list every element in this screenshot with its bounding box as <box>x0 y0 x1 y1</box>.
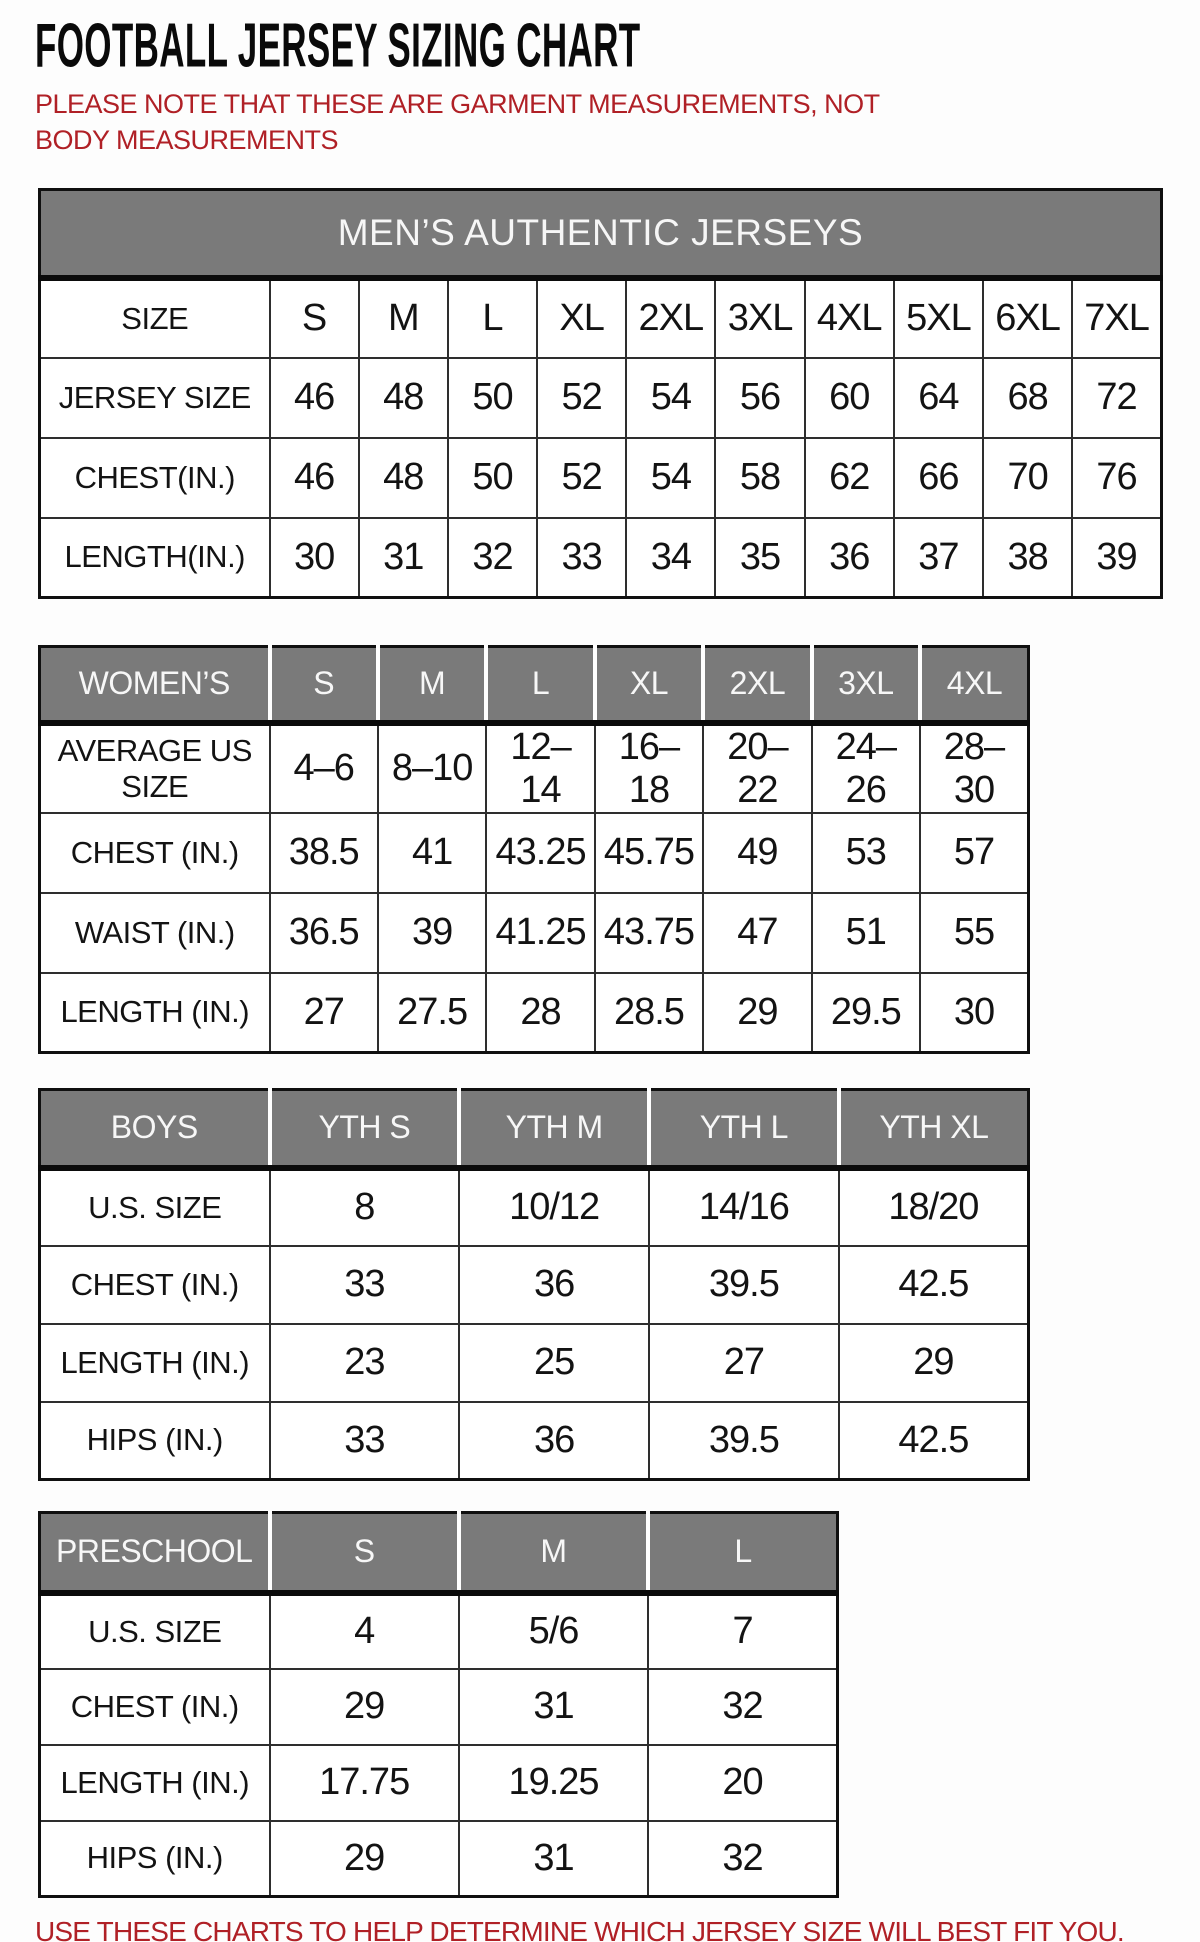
preschool-header-label: PRESCHOOL <box>40 1513 270 1593</box>
table-row <box>40 358 1162 438</box>
table-row <box>40 1745 838 1821</box>
value-cell: 45.75 <box>595 813 703 893</box>
value-cell: 29 <box>270 1821 459 1897</box>
footer-note: USE THESE CHARTS TO HELP DETERMINE WHICH JERSEY SIZE WILL BEST FIT YOU. <box>35 1916 1124 1942</box>
value-cell: 29 <box>839 1324 1029 1402</box>
column-header: 4XL <box>805 278 894 358</box>
value-cell: 41.25 <box>486 893 594 973</box>
value-cell: 18/20 <box>839 1168 1029 1246</box>
value-cell: 4 <box>270 1593 459 1669</box>
row-label: LENGTH (IN.) <box>40 1324 270 1402</box>
column-header: XL <box>595 647 703 723</box>
value-cell: 16–18 <box>595 723 703 813</box>
value-cell: 76 <box>1072 438 1161 518</box>
value-cell: 50 <box>448 358 537 438</box>
table-row <box>40 1168 1029 1246</box>
value-cell: 28.5 <box>595 973 703 1053</box>
mens-sizing-table <box>38 188 1163 599</box>
value-cell: 64 <box>894 358 983 438</box>
value-cell: 29 <box>703 973 811 1053</box>
sizing-tables-container <box>0 188 1200 1898</box>
column-header: 7XL <box>1072 278 1161 358</box>
column-header: S <box>270 647 378 723</box>
row-label: LENGTH(IN.) <box>40 518 270 598</box>
value-cell: 31 <box>459 1821 648 1897</box>
column-header: M <box>378 647 486 723</box>
column-header: 3XL <box>715 278 804 358</box>
column-header: 6XL <box>983 278 1072 358</box>
value-cell: 36 <box>805 518 894 598</box>
column-header: L <box>448 278 537 358</box>
value-cell: 72 <box>1072 358 1161 438</box>
value-cell: 53 <box>812 813 920 893</box>
column-header: L <box>648 1513 837 1593</box>
column-header: 2XL <box>626 278 715 358</box>
value-cell: 33 <box>537 518 626 598</box>
column-header: 3XL <box>812 647 920 723</box>
boys-header-row <box>40 1090 1029 1168</box>
row-label: CHEST(IN.) <box>40 438 270 518</box>
row-label: U.S. SIZE <box>40 1168 270 1246</box>
row-label: HIPS (IN.) <box>40 1402 270 1480</box>
mens-header-row <box>40 278 1162 358</box>
value-cell: 46 <box>270 438 359 518</box>
value-cell: 68 <box>983 358 1072 438</box>
value-cell: 39 <box>378 893 486 973</box>
value-cell: 23 <box>270 1324 460 1402</box>
column-header: YTH S <box>270 1090 460 1168</box>
value-cell: 42.5 <box>839 1402 1029 1480</box>
table-row <box>40 973 1029 1053</box>
column-header: YTH M <box>459 1090 649 1168</box>
value-cell: 32 <box>648 1669 837 1745</box>
column-header: XL <box>537 278 626 358</box>
value-cell: 52 <box>537 438 626 518</box>
column-header: 4XL <box>920 647 1028 723</box>
row-label: LENGTH (IN.) <box>40 973 270 1053</box>
value-cell: 10/12 <box>459 1168 649 1246</box>
value-cell: 29 <box>270 1669 459 1745</box>
value-cell: 52 <box>537 358 626 438</box>
column-header: M <box>359 278 448 358</box>
preschool-sizing-table <box>38 1511 839 1898</box>
row-label: CHEST (IN.) <box>40 1246 270 1324</box>
value-cell: 7 <box>648 1593 837 1669</box>
column-header: S <box>270 1513 459 1593</box>
value-cell: 38.5 <box>270 813 378 893</box>
boys-sizing-table <box>38 1088 1030 1481</box>
value-cell: 42.5 <box>839 1246 1029 1324</box>
value-cell: 43.75 <box>595 893 703 973</box>
value-cell: 60 <box>805 358 894 438</box>
value-cell: 56 <box>715 358 804 438</box>
value-cell: 55 <box>920 893 1028 973</box>
row-label: JERSEY SIZE <box>40 358 270 438</box>
row-label: LENGTH (IN.) <box>40 1745 270 1821</box>
value-cell: 25 <box>459 1324 649 1402</box>
row-label: CHEST (IN.) <box>40 1669 270 1745</box>
value-cell: 47 <box>703 893 811 973</box>
value-cell: 36 <box>459 1246 649 1324</box>
mens-banner-row <box>40 190 1162 278</box>
table-row <box>40 1324 1029 1402</box>
value-cell: 48 <box>359 358 448 438</box>
value-cell: 38 <box>983 518 1072 598</box>
value-cell: 8 <box>270 1168 460 1246</box>
value-cell: 50 <box>448 438 537 518</box>
value-cell: 5/6 <box>459 1593 648 1669</box>
womens-header-label: WOMEN’S <box>40 647 270 723</box>
table-row <box>40 1593 838 1669</box>
table-row <box>40 1821 838 1897</box>
value-cell: 20 <box>648 1745 837 1821</box>
row-label: CHEST (IN.) <box>40 813 270 893</box>
value-cell: 17.75 <box>270 1745 459 1821</box>
row-label: U.S. SIZE <box>40 1593 270 1669</box>
value-cell: 30 <box>270 518 359 598</box>
mens-header-label: SIZE <box>40 278 270 358</box>
value-cell: 27.5 <box>378 973 486 1053</box>
value-cell: 31 <box>359 518 448 598</box>
column-header: S <box>270 278 359 358</box>
column-header: 2XL <box>703 647 811 723</box>
value-cell: 48 <box>359 438 448 518</box>
value-cell: 33 <box>270 1402 460 1480</box>
value-cell: 39.5 <box>649 1402 839 1480</box>
value-cell: 39 <box>1072 518 1161 598</box>
value-cell: 46 <box>270 358 359 438</box>
value-cell: 28 <box>486 973 594 1053</box>
value-cell: 8–10 <box>378 723 486 813</box>
value-cell: 34 <box>626 518 715 598</box>
boys-header-label: BOYS <box>40 1090 270 1168</box>
value-cell: 27 <box>270 973 378 1053</box>
value-cell: 66 <box>894 438 983 518</box>
value-cell: 4–6 <box>270 723 378 813</box>
row-label: HIPS (IN.) <box>40 1821 270 1897</box>
value-cell: 32 <box>448 518 537 598</box>
value-cell: 36.5 <box>270 893 378 973</box>
value-cell: 33 <box>270 1246 460 1324</box>
value-cell: 29.5 <box>812 973 920 1053</box>
value-cell: 30 <box>920 973 1028 1053</box>
table-row <box>40 518 1162 598</box>
value-cell: 35 <box>715 518 804 598</box>
value-cell: 41 <box>378 813 486 893</box>
womens-header-row <box>40 647 1029 723</box>
value-cell: 12–14 <box>486 723 594 813</box>
value-cell: 24–26 <box>812 723 920 813</box>
page-title <box>35 0 1200 80</box>
row-label: WAIST (IN.) <box>40 893 270 973</box>
value-cell: 70 <box>983 438 1072 518</box>
row-label: AVERAGE US SIZE <box>40 723 270 813</box>
value-cell: 36 <box>459 1402 649 1480</box>
value-cell: 31 <box>459 1669 648 1745</box>
mens-banner: MEN’S AUTHENTIC JERSEYS <box>40 190 1162 278</box>
value-cell: 19.25 <box>459 1745 648 1821</box>
value-cell: 32 <box>648 1821 837 1897</box>
value-cell: 57 <box>920 813 1028 893</box>
value-cell: 37 <box>894 518 983 598</box>
column-header: YTH XL <box>839 1090 1029 1168</box>
value-cell: 58 <box>715 438 804 518</box>
column-header: M <box>459 1513 648 1593</box>
value-cell: 28–30 <box>920 723 1028 813</box>
value-cell: 49 <box>703 813 811 893</box>
value-cell: 43.25 <box>486 813 594 893</box>
womens-sizing-table <box>38 645 1030 1054</box>
value-cell: 27 <box>649 1324 839 1402</box>
preschool-header-row <box>40 1513 838 1593</box>
page-title-text: FOOTBALL JERSEY SIZING CHART <box>35 10 641 80</box>
table-row <box>40 1669 838 1745</box>
table-row <box>40 438 1162 518</box>
value-cell: 54 <box>626 358 715 438</box>
table-row <box>40 893 1029 973</box>
value-cell: 39.5 <box>649 1246 839 1324</box>
table-row <box>40 1246 1029 1324</box>
value-cell: 20–22 <box>703 723 811 813</box>
table-row <box>40 1402 1029 1480</box>
table-row <box>40 813 1029 893</box>
value-cell: 14/16 <box>649 1168 839 1246</box>
table-row <box>40 723 1029 813</box>
garment-measurements-note: PLEASE NOTE THAT THESE ARE GARMENT MEASUREMENTS, NOT BODY MEASUREMENTS <box>35 89 880 155</box>
value-cell: 54 <box>626 438 715 518</box>
value-cell: 51 <box>812 893 920 973</box>
value-cell: 62 <box>805 438 894 518</box>
column-header: 5XL <box>894 278 983 358</box>
column-header: L <box>486 647 594 723</box>
column-header: YTH L <box>649 1090 839 1168</box>
